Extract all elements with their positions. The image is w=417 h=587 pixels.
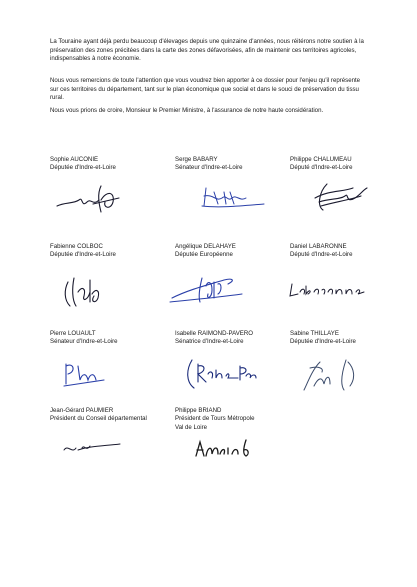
closing-paragraph-3: Nous vous prions de croire, Monsieur le Premier Ministre, à l'assurance de notre haute considération. — [50, 107, 324, 114]
signatory-louault — [50, 330, 175, 347]
signature-raimond-pavero — [182, 356, 262, 392]
signatory-role: Députée Européenne — [175, 251, 233, 259]
signatory-role: Député d'Indre-et-Loire — [290, 164, 353, 172]
closing-paragraph-1: La Touraine ayant déjà perdu beaucoup d'élevages depuis une quinzaine d'années, nous réitérons notre soutien à la préservation des zones précitées dans la carte des zones défavorisées, afin de maintenir ces territoires agricoles, indispensables à notre économie. — [50, 38, 364, 63]
signature-briand — [190, 436, 260, 460]
signatory-role: Sénateur d'Indre-et-Loire — [175, 164, 243, 172]
signatory-name: Fabienne COLBOC — [50, 243, 103, 250]
signatory-briand — [175, 407, 300, 432]
signatory-name: Pierre LOUAULT — [50, 330, 96, 337]
signature-chalumeau — [305, 180, 375, 214]
signatory-role: Président de Tours Métropole Val de Loire — [175, 415, 255, 431]
signatory-role: Député d'Indre-et-Loire — [290, 251, 353, 259]
signatory-paumier — [50, 407, 175, 424]
signatory-auconie — [50, 156, 175, 173]
closing-paragraph-2: Nous vous remercions de toute l'attention que vous voudrez bien apporter à ce dossier pour l'enjeu qu'il représente sur ces territoires du département, tant sur le plan économique que social et dans le souci de préservation du tissu rural. — [50, 77, 361, 102]
signature-paumier — [60, 440, 130, 456]
signatory-name: Sabine THILLAYE — [290, 330, 339, 337]
signatory-chalumeau — [290, 156, 415, 173]
signatory-labaronne — [290, 243, 415, 260]
signatory-delahaye — [175, 243, 300, 260]
signatory-role: Députée d'Indre-et-Loire — [50, 251, 116, 259]
signature-babary — [200, 184, 270, 212]
signatory-name: Serge BABARY — [175, 156, 218, 163]
signatory-name: Jean-Gérard PAUMIER — [50, 407, 114, 414]
signatory-name: Angélique DELAHAYE — [175, 243, 236, 250]
signatory-role: Députée d'Indre-et-Loire — [290, 338, 356, 346]
signature-delahaye — [168, 272, 248, 308]
signatory-role: Président du Conseil départemental — [50, 415, 147, 423]
signatory-role: Députée d'Indre-et-Loire — [50, 164, 116, 172]
signature-labaronne — [288, 280, 368, 300]
signatory-name: Daniel LABARONNE — [290, 243, 347, 250]
signature-louault — [60, 360, 110, 390]
signatory-name: Philippe CHALUMEAU — [290, 156, 352, 163]
signatory-name: Isabelle RAIMOND-PAVERO — [175, 330, 253, 337]
signatory-role: Sénatrice d'Indre-et-Loire — [175, 338, 244, 346]
signatory-thillaye — [290, 330, 415, 347]
signatory-name: Sophie AUCONIE — [50, 156, 99, 163]
signature-auconie — [55, 182, 125, 216]
signatory-name: Philippe BRIAND — [175, 407, 222, 414]
signatory-colboc — [50, 243, 175, 260]
signature-colboc — [60, 272, 110, 312]
signatory-role: Sénateur d'Indre-et-Loire — [50, 338, 118, 346]
signatory-babary — [175, 156, 300, 173]
signatory-raimond-pavero — [175, 330, 300, 347]
signature-thillaye — [300, 356, 370, 396]
